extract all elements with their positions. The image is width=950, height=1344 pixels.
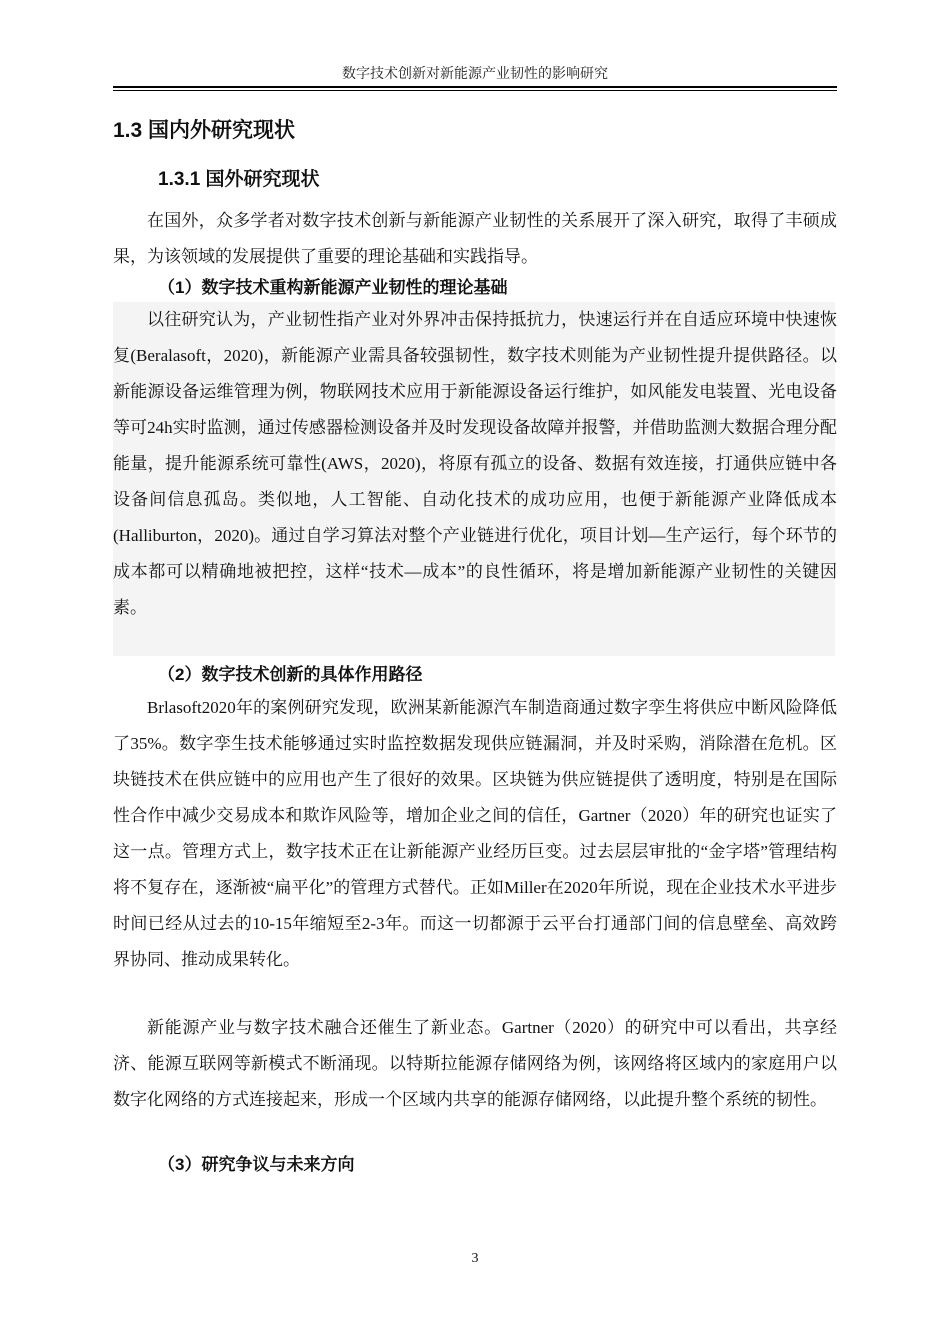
part2-paragraph-1: Brlasoft2020年的案例研究发现，欧洲某新能源汽车制造商通过数字孪生将供应中断风险降低了35%。数字孪生技术能够通过实时监控数据发现供应链漏洞，并及时采购，消除潜在危机。区块链技术在供应链中的应用也产生了很好的效果。区块链为供应链提供了透明度，特别是在国际性合作中减少交易成本和欺诈风险等，增加企业之间的信任，Gartner（2020）年的研究也证实了这一点。管理方式上，数字技术正在让新能源产业经历巨变。过去层层审批的“金字塔”管理结构将不复存在，逐渐被“扁平化”的管理方式替代。正如Miller在2020年所说，现在企业技术水平进步时间已经从过去的10-15年缩短至2-3年。而这一切都源于云平台打通部门间的信息壁垒、高效跨界协同、推动成果转化。 (113, 698, 837, 969)
intro-paragraph: 在国外，众多学者对数字技术创新与新能源产业韧性的关系展开了深入研究，取得了丰硕成果，为该领域的发展提供了重要的理论基础和实践指导。 (113, 211, 837, 266)
header-rule-thin (113, 90, 837, 91)
header-rule (113, 86, 837, 88)
part2-heading: （2）数字技术创新的具体作用路径 (158, 665, 423, 684)
part1-paragraph: 以往研究认为，产业韧性指产业对外界冲击保持抵抗力，快速运行并在自适应环境中快速恢复(Beralasoft，2020)，新能源产业需具备较强韧性，数字技术则能为产业韧性提升提供路径。以新能源设备运维管理为例，物联网技术应用于新能源设备运行维护，如风能发电装置、光电设备等可24h实时监测，通过传感器检测设备并及时发现设备故障并报警，并借助监测大数据合理分配能量，提升能源系统可靠性(AWS，2020)，将原有孤立的设备、数据有效连接，打通供应链中各设备间信息孤岛。类似地，人工智能、自动化技术的成功应用，也便于新能源产业降低成本(Halliburton，2020)。通过自学习算法对整个产业链进行优化，项目计划—生产运行，每个环节的成本都可以精确地被把控，这样“技术—成本”的良性循环，将是增加新能源产业韧性的关键因素。 (113, 310, 837, 617)
section-title: 1.3 国内外研究现状 (113, 119, 296, 142)
part2-paragraph-2: 新能源产业与数字技术融合还催生了新业态。Gartner（2020）的研究中可以看出，共享经济、能源互联网等新模式不断涌现。以特斯拉能源存储网络为例，该网络将区域内的家庭用户以数字化网络的方式连接起来，形成一个区域内共享的能源存储网络，以此提升整个系统的韧性。 (113, 1018, 837, 1109)
running-header: 数字技术创新对新能源产业韧性的影响研究 (342, 67, 608, 82)
page-number: 3 (471, 1251, 479, 1266)
part3-heading: （3）研究争议与未来方向 (158, 1155, 355, 1174)
part1-heading: （1）数字技术重构新能源产业韧性的理论基础 (158, 278, 508, 297)
subsection-title: 1.3.1 国外研究现状 (158, 169, 320, 190)
